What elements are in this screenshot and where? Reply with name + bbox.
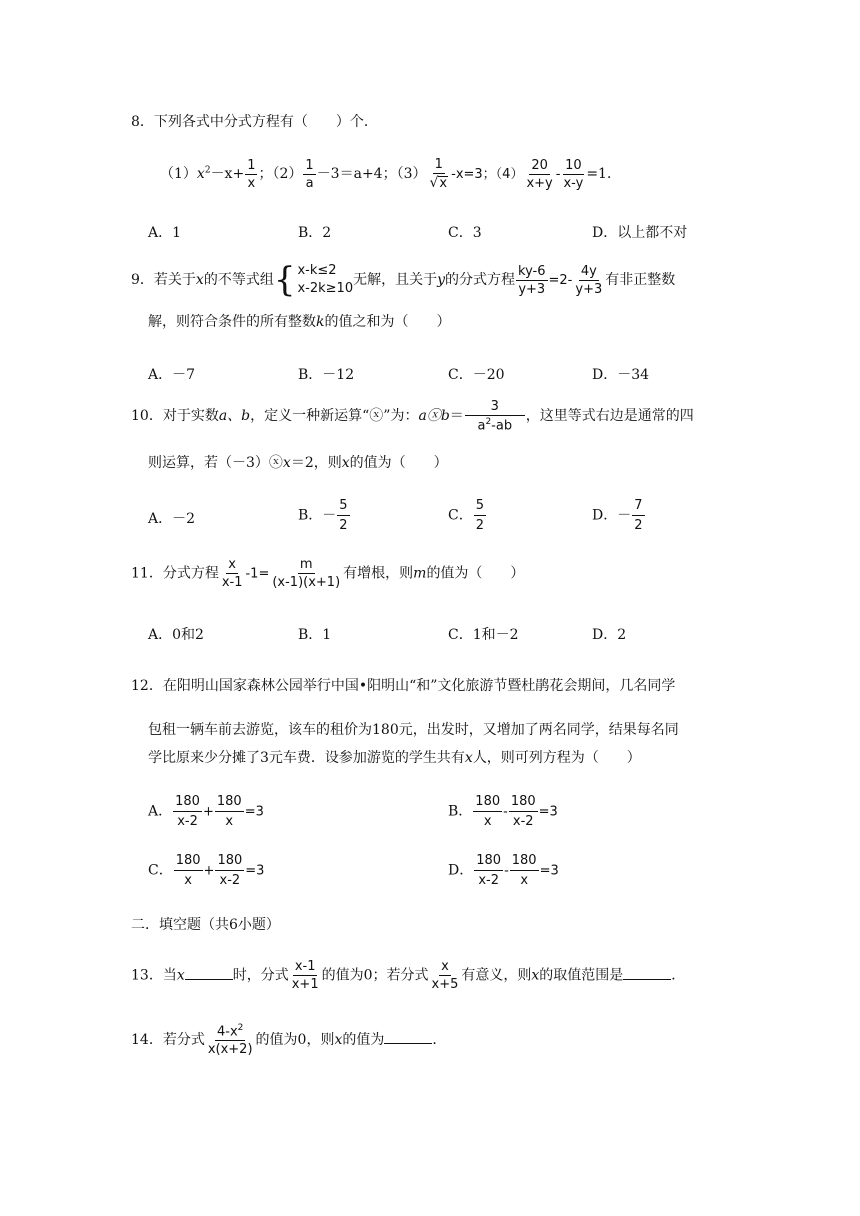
- answer-blank: [384, 1031, 432, 1044]
- inequality-system: x-k≤2 x-2k≥10: [297, 263, 354, 296]
- q11-option-a: A．0和2: [148, 627, 204, 643]
- section-heading: 二．填空题（共6小题）: [131, 917, 280, 933]
- q12-option-b: B． $\frac{180}{x}$ - $\frac{180}{x-2}$ =3: [448, 794, 558, 829]
- q14-stem: 14．若分式 $\frac{4-x^2}{x(x+2)}$ 的值为0，则x的值为 ．: [131, 1023, 447, 1058]
- q8-option-d: D．以上都不对: [592, 225, 688, 241]
- fraction: $\frac{4y}{y+3}$: [575, 263, 603, 297]
- q10-stem-line2: 则运算，若（－3）ⓧx＝2，则x的值为（ ）: [148, 455, 448, 471]
- q8-option-a: A．1: [148, 225, 182, 241]
- q9-stem-line2: 解，则符合条件的所有整数k的值之和为（ ）: [148, 314, 451, 330]
- q12-option-a: A． $\frac{180}{x-2}$ + $\frac{180}{x}$ =3: [148, 794, 264, 829]
- fraction: $\frac{3}{a^2-ab}$: [465, 400, 525, 432]
- fraction: $\frac{1}{a}$: [305, 157, 314, 191]
- q11-option-d: D．2: [592, 627, 627, 643]
- fraction: $\frac{1}{√x}$: [429, 157, 448, 191]
- fraction: $\frac{10}{x-y}$: [563, 157, 584, 191]
- fraction: $\frac{m}{(x-1)(x+1)}$: [272, 557, 341, 590]
- q10-stem: 10．对于实数a、b，定义一种新运算“ⓧ”为：aⓧb＝ $\frac{3}{a^2-ab}$ ，这里等式右边是通常的四: [131, 399, 694, 434]
- q8-option-c: C．3: [448, 225, 482, 241]
- q10-option-c: C． $\frac{5}{2}$: [448, 498, 484, 533]
- q8-stem: 8．下列各式中分式方程有（ ）个．: [131, 114, 378, 130]
- q11-stem: 11．分式方程 $\frac{x}{x-1}$ -1= $\frac{m}{(x-1)(x+1)}$ 有增根，则m的值为（ ）: [131, 557, 525, 590]
- q9-option-c: C．－20: [448, 367, 505, 383]
- q12-option-c: C． $\frac{180}{x}$ + $\frac{180}{x-2}$ =3: [148, 853, 265, 888]
- q9-option-d: D．－34: [592, 367, 650, 383]
- q12-line2: 包租一辆车前去游览，该车的租价为180元，出发时，又增加了两名同学，结果每名同: [148, 722, 679, 738]
- fraction: $\frac{x}{x-1}$: [221, 557, 243, 590]
- fraction: $\frac{20}{x+y}$: [526, 157, 553, 191]
- q9-option-b: B．－12: [298, 367, 355, 383]
- answer-blank: [623, 967, 671, 980]
- q9-option-a: A．－7: [148, 367, 196, 383]
- fraction: $\frac{ky-6}{y+3}$: [518, 263, 546, 297]
- q12-line3: 学比原来少分摊了3元车费．设参加游览的学生共有x人，则可列方程为（ ）: [148, 750, 641, 766]
- q12-option-d: D． $\frac{180}{x-2}$ - $\frac{180}{x}$ =3: [448, 853, 559, 888]
- q11-option-c: C．1和－2: [448, 627, 519, 643]
- q8-option-b: B．2: [298, 225, 332, 241]
- q13-stem: 13．当x 时，分式 $\frac{x-1}{x+1}$ 的值为0；若分式 $\frac{x}{x+5}$ 有意义，则x的取值范围是 ．: [131, 959, 686, 992]
- q10-option-b: B．－ $\frac{5}{2}$: [298, 498, 348, 533]
- q8-expressions: $(1)x^2-x+$ $\frac{1}{x}$ ；（2） $\frac{1}{a}$ －3＝a+4；（3） $\frac{1}{√x}$ -x=3；（4） $\frac{20}{x+y}$ - $\frac{10}{x-y}$ =1．: [160, 157, 621, 191]
- q11-option-b: B．1: [298, 627, 332, 643]
- answer-blank: [185, 967, 233, 980]
- fraction: $\frac{1}{x}$: [247, 157, 256, 191]
- q9-stem: 9．若关于x的不等式组{ x-k≤2 x-2k≥10 无解，且关于y的分式方程 $\frac{ky-6}{y+3}$ =2- $\frac{4y}{y+3}$ 有非正整数: [131, 260, 676, 300]
- q12-line1: 12．在阳明山国家森林公园举行中国•阳明山“和”文化旅游节暨杜鹃花会期间，几名同学: [131, 678, 676, 694]
- q10-option-a: A．－2: [148, 511, 196, 527]
- q10-option-d: D．－ $\frac{7}{2}$: [592, 498, 643, 533]
